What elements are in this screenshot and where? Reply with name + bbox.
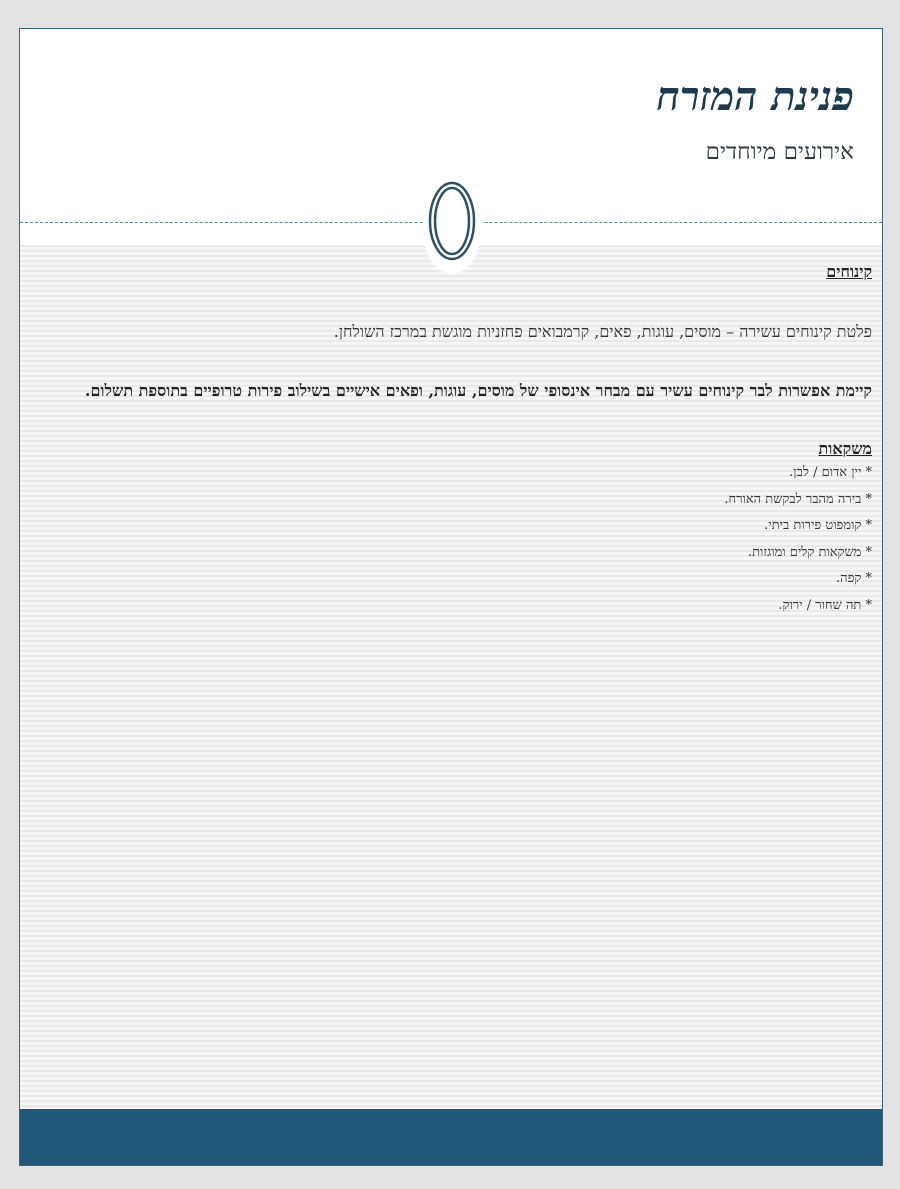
list-item: * תה שחור / ירוק. — [778, 597, 872, 613]
page-content — [42, 261, 872, 619]
list-item: * יין אדום / לבן. — [789, 465, 872, 480]
page-title: פנינת המזרח — [656, 73, 854, 120]
list-item: * משקאות קלים ומוגזות. — [747, 544, 872, 560]
drinks-list — [42, 460, 872, 619]
list-item: * בירה מהבר לבקשת האורח. — [724, 491, 872, 507]
desserts-note: קיימת אפשרות לבר קינוחים עשיר עם מבחר אינסופי של מוסים, עוגות, ופאים אישיים בשילוב פירות טרופיים בתוספת תשלום. — [84, 381, 872, 400]
list-item: * קומפוט פירות ביתי. — [764, 518, 872, 533]
desserts-description: פלטת קינוחים עשירה – מוסים, עוגות, פאים, קרמבואים פחזניות מוגשת במרכז השולחן. — [333, 322, 872, 341]
drinks-heading: משקאות — [818, 439, 872, 458]
page-subtitle: אירועים מיוחדים — [705, 139, 854, 165]
oval-emblem-icon — [428, 181, 476, 261]
desserts-heading: קינוחים — [826, 262, 872, 281]
document-page — [19, 28, 883, 1166]
footer-bar — [20, 1109, 882, 1165]
list-item: * קפה. — [835, 571, 872, 586]
